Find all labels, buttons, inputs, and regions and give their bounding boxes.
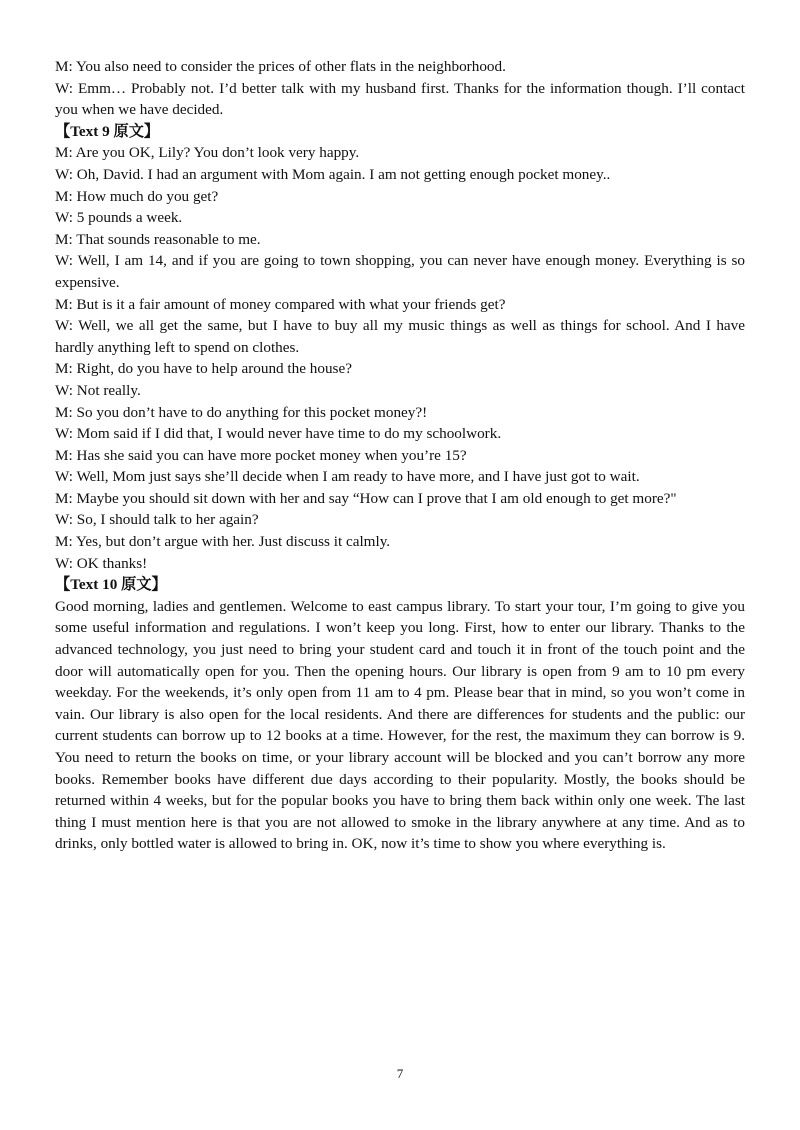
dialogue-line: W: So, I should talk to her again? bbox=[55, 511, 259, 529]
section-heading-text-10: 【Text 10 原文】 bbox=[55, 576, 167, 594]
dialogue-line: M: You also need to consider the prices of other flats in the neighborhood. bbox=[55, 58, 506, 75]
dialogue-line: M: But is it a fair amount of money compared with what your friends get? bbox=[55, 295, 506, 313]
dialogue-line: M: How much do you get? bbox=[55, 187, 219, 205]
dialogue-line: W: Emm… Probably not. I’d better talk with my husband first. Thanks for the information though. I’ll contact you when we have decided. bbox=[55, 79, 745, 119]
dialogue-line: W: Oh, David. I had an argument with Mom again. I am not getting enough pocket money.. bbox=[55, 165, 611, 183]
dialogue-line: W: Well, I am 14, and if you are going to town shopping, you can never have enough money. Everything is so expensive. bbox=[55, 252, 745, 291]
dialogue-line: M: So you don’t have to do anything for this pocket money?! bbox=[55, 403, 428, 421]
dialogue-line: M: Are you OK, Lily? You don’t look very happy. bbox=[55, 144, 360, 162]
dialogue-line: M: Has she said you can have more pocket money when you’re 15? bbox=[55, 446, 467, 464]
dialogue-line: W: Mom said if I did that, I would never have time to do my schoolwork. bbox=[55, 425, 502, 443]
document-page bbox=[55, 56, 745, 855]
dialogue-line: M: That sounds reasonable to me. bbox=[55, 230, 261, 248]
dialogue-line: M: Right, do you have to help around the house? bbox=[55, 360, 352, 378]
dialogue-line: M: Yes, but don’t argue with her. Just discuss it calmly. bbox=[55, 533, 391, 551]
dialogue-line: W: Well, we all get the same, but I have to buy all my music things as well as things for school. And I have hardly anything left to spend on clothes. bbox=[55, 317, 745, 356]
dialogue-line: W: 5 pounds a week. bbox=[55, 209, 183, 227]
page-number: 7 bbox=[396, 1066, 404, 1081]
dialogue-line: M: Maybe you should sit down with her and say “How can I prove that I am old enough to get more?" bbox=[55, 489, 677, 507]
section-heading-text-9: 【Text 9 原文】 bbox=[55, 122, 160, 140]
dialogue-line: W: OK thanks! bbox=[55, 554, 148, 572]
dialogue-line: W: Well, Mom just says she’ll decide when I am ready to have more, and I have just got to wait. bbox=[55, 468, 640, 486]
text-10-paragraph: Good morning, ladies and gentlemen. Welcome to east campus library. To start your tour, I’m going to give you some useful information and regulations. I won’t keep you long. First, how to enter our library. Thanks to the advanced technology, you just need to bring your student card and touch it in front of the touch point and the door will automatically open for you. Then the opening hours. Our library is open from 9 am to 10 pm every weekday. For the weekends, it’s only open from 11 am to 4 pm. Please bear that in mind, so you won’t come in vain. Our library is also open for the local residents. And there are differences for students and the public: our current students can borrow up to 12 books at a time. However, for the rest, the maximum they can borrow is 9. You need to return the books on time, or your library account will be blocked and you can’t borrow any more books. Remember books have different due days according to their popularity. Mostly, the books should be returned within 4 weeks, but for the popular books you have to bring them back within only one week. The last thing I must mention here is that you are not allowed to smoke in the library anywhere at any time. And as to drinks, only bottled water is allowed to bring in. OK, now it’s time to show you where everything is. bbox=[55, 597, 745, 853]
dialogue-line: W: Not really. bbox=[55, 381, 141, 399]
